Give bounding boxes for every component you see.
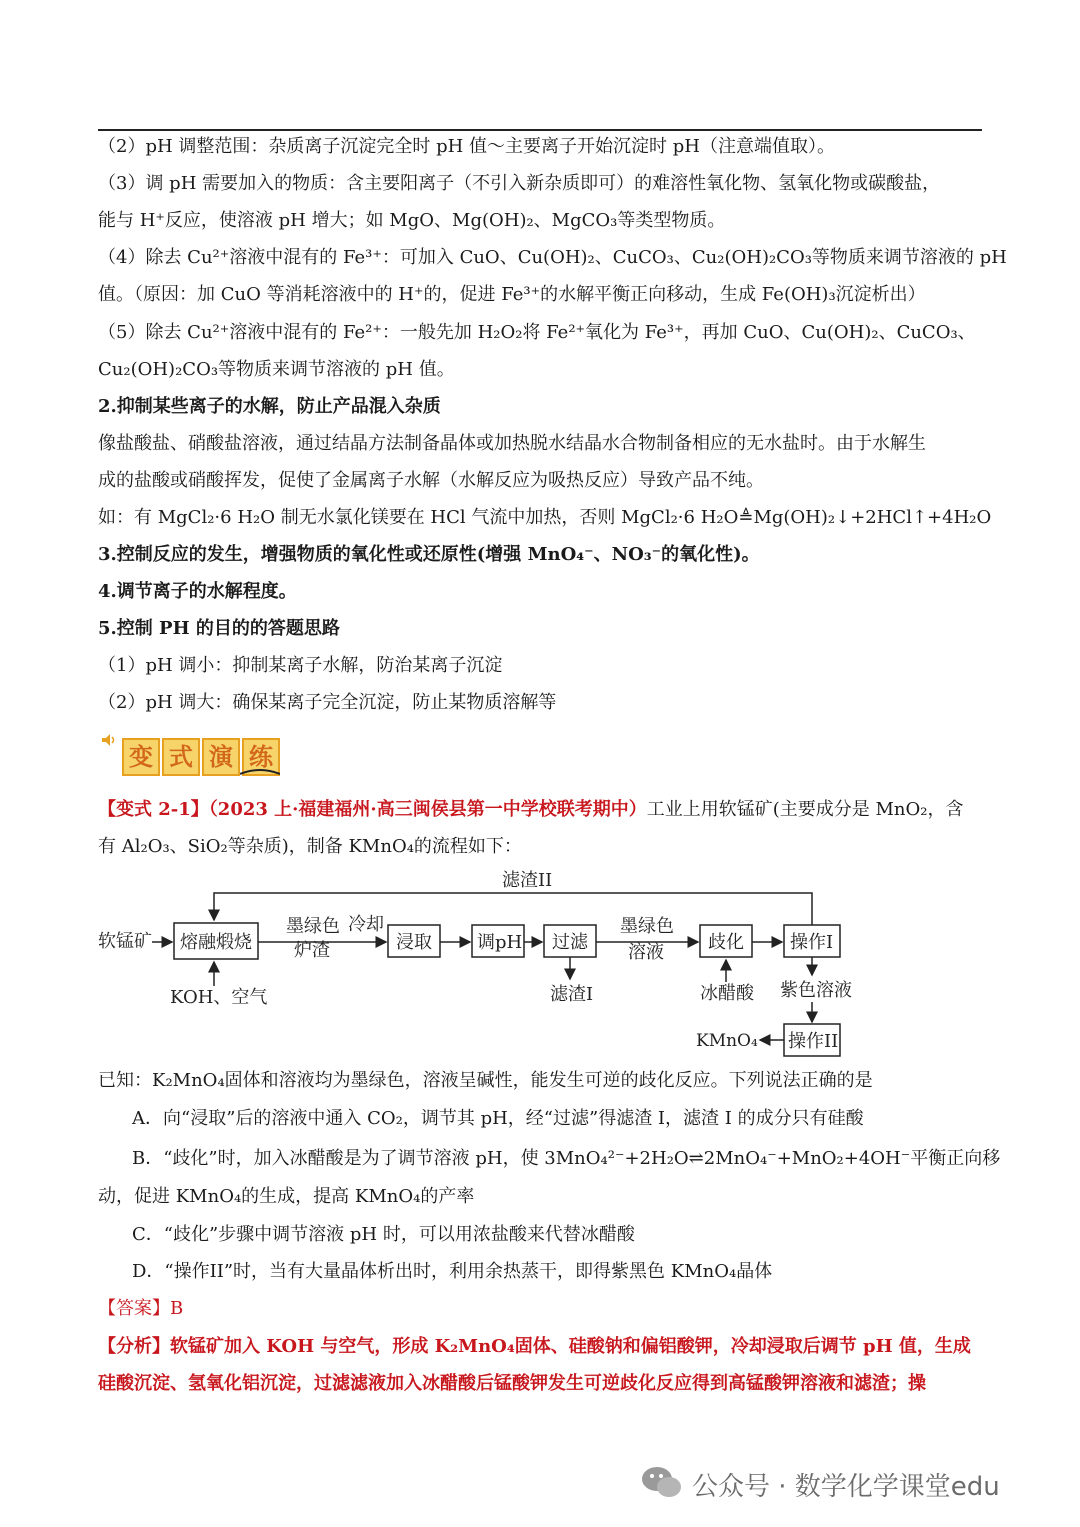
option-d: D．“操作II”时，当有大量晶体析出时，利用余热蒸干，即得紫黑色 KMnO₄晶体 xyxy=(132,1261,773,1282)
flow-label: 冰醋酸 xyxy=(700,983,754,1004)
banner-char: 变 xyxy=(122,738,160,776)
text-line: （1）pH 调小：抑制某离子水解，防治某离子沉淀 xyxy=(98,655,503,676)
flow-label: KOH、空气 xyxy=(170,987,268,1008)
option-a: A．向“浸取”后的溶液中通入 CO₂，调节其 pH，经“过滤”得滤渣 I，滤渣 I 的成分只有硅酸 xyxy=(132,1108,864,1129)
flow-label: 墨绿色 xyxy=(620,916,674,937)
text-line: 值。（原因：加 CuO 等消耗溶液中的 H⁺的，促进 Fe³⁺的水解平衡正向移动，生成 Fe(OH)₃沉淀析出） xyxy=(98,284,926,305)
text-line: 有 Al₂O₃、SiO₂等杂质)，制备 KMnO₄的流程如下： xyxy=(98,836,522,857)
speaker-icon xyxy=(100,732,116,748)
flow-box-label: 操作II xyxy=(788,1031,839,1052)
question-stem xyxy=(98,797,988,823)
flow-box-label: 过滤 xyxy=(552,932,588,953)
option-b-cont: 动，促进 KMnO₄的生成，提高 KMnO₄的产率 xyxy=(98,1186,475,1207)
flow-label: 滤渣II xyxy=(502,870,553,891)
text-line: （2）pH 调大：确保某离子完全沉淀，防止某物质溶解等 xyxy=(98,692,557,713)
question-source: （2023 上·福建福州·高三闽侯县第一中学校联考期中） xyxy=(208,799,647,820)
footer-watermark: 公众号 · 数学化学课堂edu xyxy=(692,1472,1000,1502)
flow-label: 炉渣 xyxy=(294,940,330,961)
question-stem-text: 工业上用软锰矿(主要成分是 MnO₂，含 xyxy=(646,799,964,820)
banner-char: 式 xyxy=(162,738,200,776)
banner-char: 演 xyxy=(202,738,240,776)
text-line: （3）调 pH 需要加入的物质：含主要阳离子（不引入新杂质即可）的难溶性氧化物、氢氧化物或碳酸盐， xyxy=(98,173,941,194)
text-line: 如：有 MgCl₂·6 H₂O 制无水氯化镁要在 HCl 气流中加热，否则 MgCl₂·6 H₂O≜Mg(OH)₂↓+2HCl↑+4H₂O xyxy=(98,507,992,528)
flow-output: KMnO₄ xyxy=(696,1031,758,1051)
section-heading: 5.控制 PH 的目的的答题思路 xyxy=(98,618,340,639)
banner-swoosh xyxy=(240,768,280,778)
flow-box-label: 歧化 xyxy=(708,932,744,953)
flow-box-label: 操作I xyxy=(790,932,834,953)
section-heading: 3.控制反应的发生，增强物质的氧化性或还原性(增强 MnO₄⁻、NO₃⁻的氧化性)。 xyxy=(98,544,760,565)
flow-label: 溶液 xyxy=(628,942,664,963)
flow-label: 墨绿色 xyxy=(286,916,340,937)
text-line: 成的盐酸或硝酸挥发，促使了金属离子水解（水解反应为吸热反应）导致产品不纯。 xyxy=(98,470,764,491)
text-line: 像盐酸盐、硝酸盐溶液，通过结晶方法制备晶体或加热脱水结晶水合物制备相应的无水盐时。由于水解生 xyxy=(98,433,926,454)
banner-char: 练 xyxy=(242,738,280,776)
option-b: B．“歧化”时，加入冰醋酸是为了调节溶液 pH，使 3MnO₄²⁻+2H₂O⇌2MnO₄⁻+MnO₂+4OH⁻平衡正向移 xyxy=(132,1148,1001,1169)
text-line: （4）除去 Cu²⁺溶液中混有的 Fe³⁺：可加入 CuO、Cu(OH)₂、CuCO₃、Cu₂(OH)₂CO₃等物质来调节溶液的 pH xyxy=(98,247,1007,268)
flow-box-label: 调pH xyxy=(477,932,523,953)
section-heading: 2.抑制某些离子的水解，防止产品混入杂质 xyxy=(98,396,441,417)
flow-label: 紫色溶液 xyxy=(780,980,852,1001)
analysis-line: 硅酸沉淀、氢氧化铝沉淀，过滤滤液加入冰醋酸后锰酸钾发生可逆歧化反应得到高锰酸钾溶液和滤渣；操 xyxy=(98,1373,926,1394)
flow-label: 滤渣I xyxy=(550,984,594,1005)
top-rule xyxy=(98,129,982,131)
option-c: C．“歧化”步骤中调节溶液 pH 时，可以用浓盐酸来代替冰醋酸 xyxy=(132,1224,635,1245)
text-line: 已知：K₂MnO₄固体和溶液均为墨绿色，溶液呈碱性，能发生可逆的歧化反应。下列说法正确的是 xyxy=(98,1070,873,1091)
flow-box-label: 熔融煅烧 xyxy=(180,932,252,953)
flow-box-label: 浸取 xyxy=(396,932,432,953)
text-line: 能与 H⁺反应，使溶液 pH 增大；如 MgO、Mg(OH)₂、MgCO₃等类型物质。 xyxy=(98,210,726,231)
section-heading: 4.调节离子的水解程度。 xyxy=(98,581,297,602)
text-line: （5）除去 Cu²⁺溶液中混有的 Fe²⁺：一般先加 H₂O₂将 Fe²⁺氧化为 Fe³⁺，再加 CuO、Cu(OH)₂、CuCO₃、 xyxy=(98,322,976,343)
variant-practice-banner xyxy=(100,730,290,776)
text-line: （2）pH 调整范围：杂质离子沉淀完全时 pH 值～主要离子开始沉淀时 pH（注意端值取）。 xyxy=(98,136,835,157)
question-tag: 【变式 2-1】 xyxy=(98,799,209,820)
process-flowchart xyxy=(96,862,896,1062)
flow-input: 软锰矿 xyxy=(98,931,152,952)
wechat-icon xyxy=(640,1462,684,1502)
text-line: Cu₂(OH)₂CO₃等物质来调节溶液的 pH 值。 xyxy=(98,359,455,380)
answer: 【答案】B xyxy=(98,1298,184,1319)
analysis-line: 【分析】软锰矿加入 KOH 与空气，形成 K₂MnO₄固体、硅酸钠和偏铝酸钾，冷却浸取后调节 pH 值，生成 xyxy=(98,1336,971,1357)
flow-label: 冷却 xyxy=(348,914,384,935)
